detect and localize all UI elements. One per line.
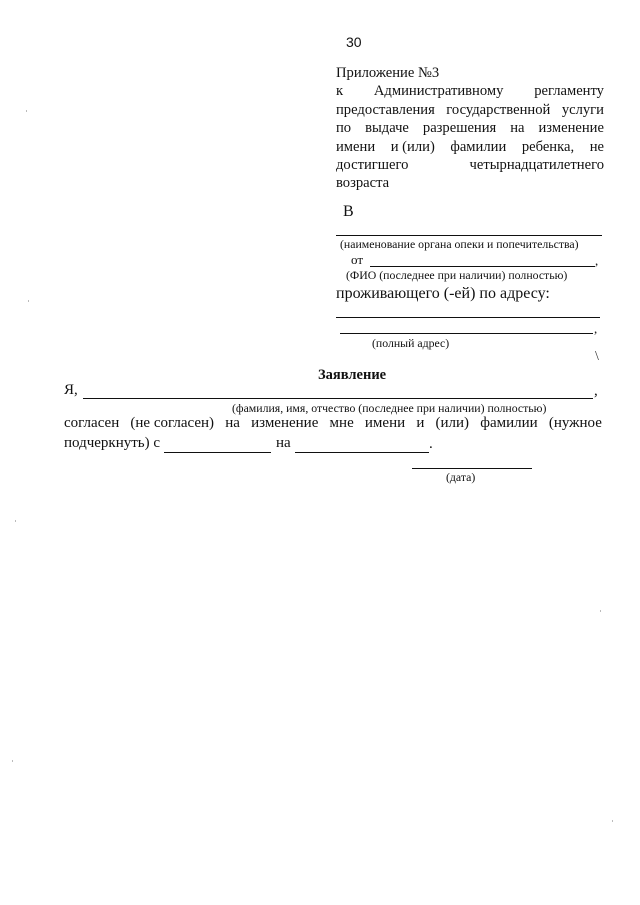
appendix-word: предоставления bbox=[336, 101, 435, 118]
appendix-word: услуги bbox=[561, 101, 604, 118]
to-prefix: В bbox=[343, 203, 354, 220]
to-name-line bbox=[295, 452, 429, 453]
appendix-word: выдаче bbox=[365, 120, 409, 137]
appendix-word: разрешения bbox=[422, 120, 497, 137]
i-suffix: , bbox=[594, 383, 598, 399]
consent-word: и bbox=[416, 415, 425, 431]
from-name-line bbox=[164, 452, 271, 453]
consent-word: согласен bbox=[64, 415, 120, 431]
appendix-word: достигшего bbox=[336, 157, 409, 173]
appendix-line-4 bbox=[336, 138, 604, 156]
appendix-line-6: возраста bbox=[336, 175, 390, 192]
date-line bbox=[412, 468, 532, 469]
scan-speck bbox=[12, 760, 13, 762]
consent-line bbox=[64, 415, 602, 432]
appendix-word: к bbox=[336, 83, 344, 100]
address-suffix: , bbox=[594, 321, 598, 336]
stray-mark: \ bbox=[595, 349, 599, 364]
appendix-word: на bbox=[510, 120, 525, 137]
appendix-word: государственной bbox=[446, 101, 551, 118]
consent-word: мне bbox=[329, 415, 354, 431]
scan-speck bbox=[600, 610, 601, 612]
appendix-word: ребенка, bbox=[521, 138, 575, 155]
appendix-line-1 bbox=[336, 82, 604, 100]
appendix-line-2 bbox=[336, 101, 604, 119]
consent-word: (нужное bbox=[548, 415, 602, 431]
fio-caption: (ФИО (последнее при наличии) полностью) bbox=[346, 268, 568, 282]
authority-line bbox=[336, 235, 602, 236]
scan-speck bbox=[26, 110, 27, 112]
appendix-word: фамилии bbox=[450, 138, 507, 155]
appendix-title: Приложение №3 bbox=[336, 65, 440, 81]
from-line bbox=[370, 266, 595, 267]
appendix-word: не bbox=[589, 138, 604, 155]
consent-word: имени bbox=[364, 415, 406, 431]
from-prefix: от bbox=[351, 252, 364, 267]
consent-word: фамилии bbox=[480, 415, 538, 431]
consent-word: на bbox=[225, 415, 240, 431]
consent-word: изменение bbox=[251, 415, 319, 431]
appendix-word: четырнадцатилетнего bbox=[469, 157, 604, 173]
scan-speck bbox=[28, 300, 29, 302]
consent-word: (не согласен) bbox=[130, 415, 215, 431]
scan-speck bbox=[15, 520, 16, 522]
residing-label: проживающего (-ей) по адресу: bbox=[336, 285, 550, 302]
name-caption: (фамилия, имя, отчество (последнее при наличии) полностью) bbox=[232, 401, 547, 415]
appendix-word: регламенту bbox=[534, 83, 604, 100]
appendix-line-3 bbox=[336, 119, 604, 137]
to-label: на bbox=[276, 435, 291, 451]
appendix-word: имени bbox=[336, 138, 376, 155]
appendix-line-5 bbox=[336, 156, 604, 174]
authority-caption: (наименование органа опеки и попечительства) bbox=[340, 237, 579, 251]
name-line bbox=[83, 398, 593, 399]
date-caption: (дата) bbox=[446, 470, 476, 484]
appendix-word: изменение bbox=[538, 120, 604, 137]
page-number: 30 bbox=[346, 34, 362, 50]
statement-heading: Заявление bbox=[318, 367, 387, 383]
appendix-word: по bbox=[336, 120, 352, 137]
appendix-word: и (или) bbox=[390, 138, 435, 155]
address-caption: (полный адрес) bbox=[372, 336, 450, 350]
consent-word: (или) bbox=[435, 415, 470, 431]
underline-label: подчеркнуть) с bbox=[64, 435, 161, 451]
end-period: . bbox=[429, 436, 433, 452]
i-prefix: Я, bbox=[64, 382, 78, 398]
address-line-1 bbox=[336, 317, 600, 318]
from-suffix: , bbox=[595, 253, 599, 268]
scan-speck bbox=[612, 820, 613, 822]
address-line-2 bbox=[340, 333, 593, 334]
appendix-word: Административному bbox=[373, 83, 504, 100]
